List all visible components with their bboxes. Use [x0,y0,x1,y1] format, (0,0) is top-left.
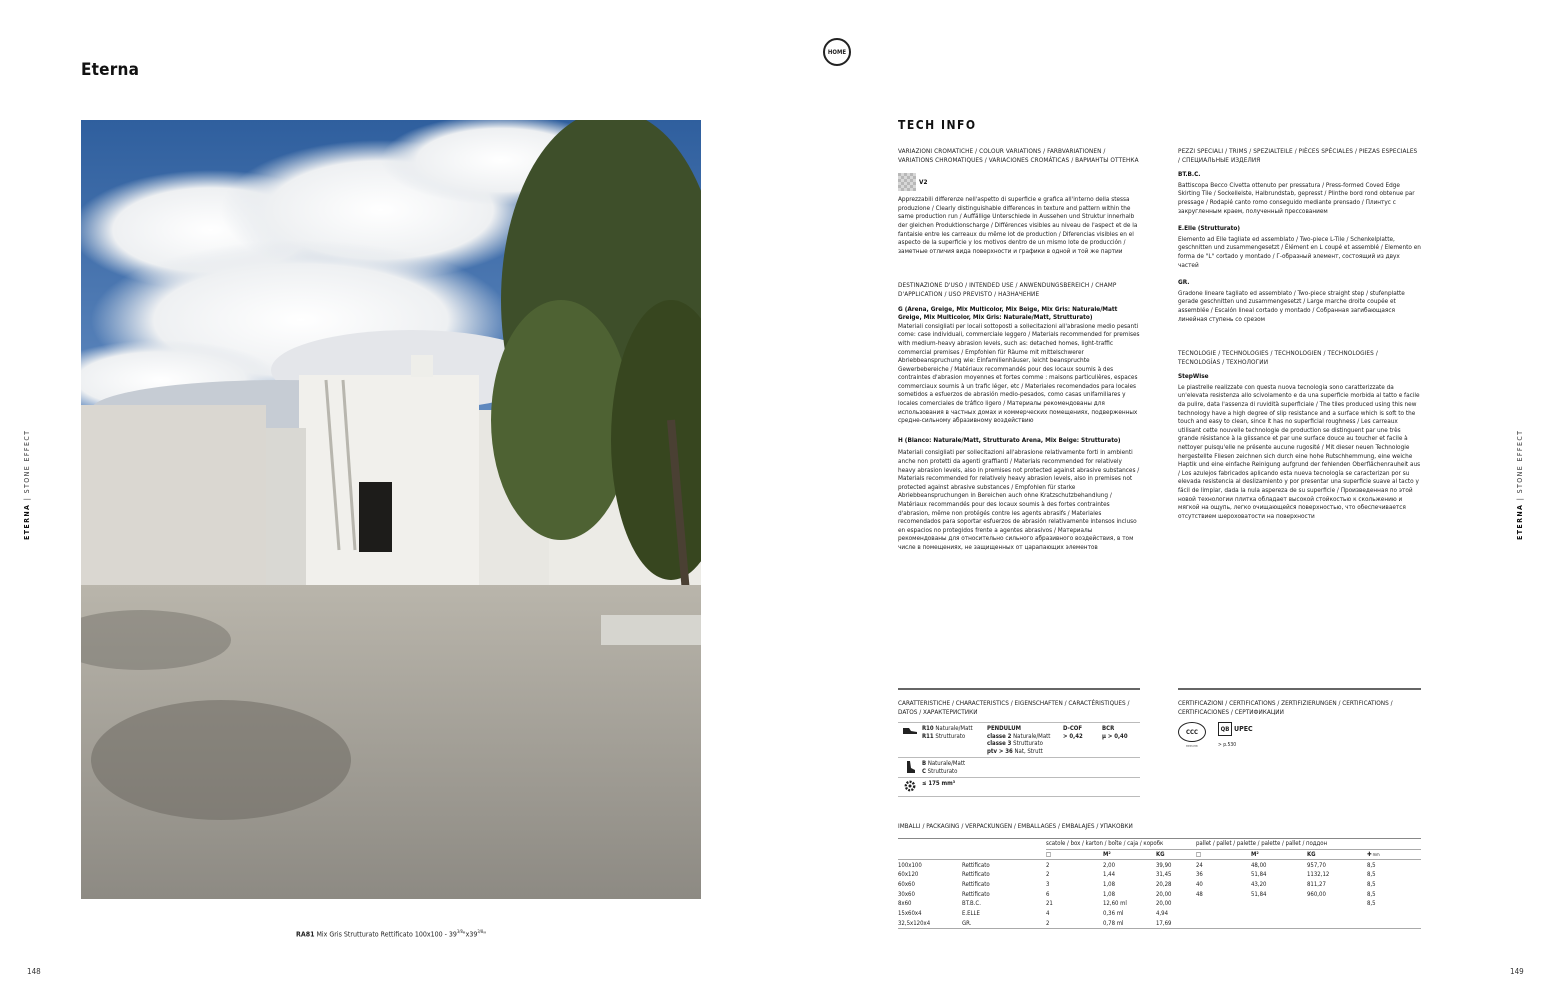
table-cell: 48 [1196,890,1203,898]
table-cell: 30x60 [898,890,915,898]
table-cell: Rettificato [962,861,990,869]
r10-text: Naturale/Matt [933,725,973,732]
ptv-label: ptv > 36 [987,747,1013,755]
bcr-label: BCR [1102,725,1115,732]
abrasion-value: ≤ 175 mm³ [922,780,956,787]
table-row [898,919,1421,929]
table-cell: 36 [1196,871,1203,879]
table-cell: 51,84 [1251,890,1267,898]
technology-text: Le piastrelle realizzate con questa nuova tecnologia sono caratterizzate da un'elevata resistenza allo scivolamento e da una superficie morbida al tatto e facile da pulire, data l'assenza di ruvidità superficiale / The tiles produced using this new technology have a high degree of slip resistance and a surface which is soft to the touch and easy to clean, since it has no superficial roughness / Les carreaux utilisant cette nouvelle technologie de production se distinguent par une très grande résistance à la glissance et par une surface douce au toucher et facile à nettoyer puisqu'elle ne présente aucune rugosité / Mit dieser neuen Technologie hergestellte Fliesen zeichnen sich durch eine hohe Rutschhemmung, eine weiche Haptik und eine einfache Reinigung aufgrund der fehlenden Oberflächenrauheit aus / Los azulejos fabricados aplicando esta nueva tecnología se caracterizan por su elevada resistencia al deslizamiento y por presentar una superficie suave al tacto y fácil de limpiar, dada la nula aspereza de su superficie / Произведенная по этой новой технологии плитка обладает высокой стойкостью к скольжению и мягкой на ощупь, легко очищающейся поверхностью, что обеспечивается отсутствием шероховатости на поверхности [1178,382,1421,520]
table-cell: 4 [1046,910,1050,918]
r10-label: R10 [922,725,934,732]
slip-row [898,722,1140,758]
variation-swatch-icon [898,173,916,191]
table-cell: 60x60 [898,881,915,889]
side-sep: | [1516,493,1524,504]
table-cell: 2,00 [1103,861,1116,869]
barefoot-values [922,760,965,775]
table-cell: 51,84 [1251,871,1267,879]
divider [1178,688,1421,690]
table-cell: 8,5 [1367,881,1376,889]
table-cell: 1,44 [1103,871,1116,879]
table-cell: BT.B.C. [962,900,981,908]
box-group-header: scatole / box / karton / boîte / caja / коробк [1046,839,1196,850]
tech-right-column [1178,147,1421,520]
use-class-g-text: Materiali consigliati per locali sottoposti a sollecitazioni all'abrasione medio pesanti come: case individuali, commerciale leggero / Materials recommended for premises with medium-heavy abrasion levels, such as: detached homes, light-traffic commercial premises / Empfohlen für Räume mit mittelschwerer Abriebbeanspruchung wie: Einfamilienhäuser, leicht beanspruchte Gewerbebereiche / Matériaux recommandés pour des locaux soumis à des contraintes d'abrasion moyennes et fortes comme : maisons particulières, espaces commerciaux soumis à un trafic léger, etc / Materiales recomendados para locales sometidos a esfuerzos de abrasión medio-pesados, como casas unifamiliares y locales comerciales de tráfico ligero / Материалы рекомендованы для использования в частных домах и коммерческих помещениях, подверженных средне-сильному абразивному воздействию [898,321,1140,425]
page-title: Eterna [81,60,140,80]
caption-end: " [483,930,487,939]
table-cell: Rettificato [962,890,990,898]
class3-label: classe 3 [987,740,1012,747]
ptv-text: Nat, Strutt [1012,747,1043,755]
table-cell: 4,94 [1156,910,1169,918]
table-cell: 8,5 [1367,900,1376,908]
side-sep: | [23,493,31,504]
dcof-values [1063,725,1102,755]
upec-logo [1218,722,1253,748]
table-cell: 31,45 [1156,871,1172,879]
table-cell: 8,5 [1367,890,1376,898]
table-cell: 2 [1046,919,1103,929]
page-number-right: 149 [1510,967,1524,976]
upec-ref: > p.530 [1218,742,1237,748]
page-number-left: 148 [27,967,41,976]
table-cell: 960,00 [1307,890,1326,898]
table-cell [1367,909,1421,919]
technologies-heading: TECNOLOGIE / TECHNOLOGIES / TECHNOLOGIEN / TECHNOLOGIES / TECNOLOGÍAS / ТЕХНОЛОГИИ [1178,349,1378,366]
table-cell [1307,899,1367,909]
class2-label: classe 2 [987,732,1012,740]
table-cell: 20,00 [1156,900,1172,908]
pendulum-label: PENDULUM [987,725,1022,732]
trim-text: Gradone lineare tagliato ed assemblato / Two-piece straight step / stufenplatte gerade geschnitten und zusammengesetzt / Large marche droite coupée et assemblée / Escalón lineal cortado y montado / Собранная загибающаяся линейная ступень со срезом [1178,288,1405,323]
dcof-value: > 0,42 [1063,732,1083,740]
r11-text: Strutturato [933,732,966,740]
ccc-logo [1178,722,1206,748]
packaging-rows [898,860,1421,929]
use-class-h-text: Materiali consigliati per sollecitazioni all'abrasione relativamente forti in ambienti anche non protetti da agenti graffianti / Materials recommended for relatively heavy abrasion levels, also in premises not protected against abrasive substances / Materials recommended for relatively heavy abrasion levels, also in premises not protected against abrasive substances / Empfohlen für starke Abriebbeanspruchungen in Bereichen auch ohne Kratzschutzbehandlung / Matériaux recommandés pour des locaux soumis à des fortes contraintes d'abrasion, même non protégés contre les agents abrasifs / Materiales recomendados para soportar esfuerzos de abrasión relativamente intensos incluso en espacios no protegidos frente a agentes abrasivos / Материалы рекомендованы для относительно сильного абразивного воздействия, в том числе в помещениях, не защищенных от царапающих элементов [898,448,1140,551]
characteristics-table [898,722,1140,797]
kg-header: KG [1156,849,1196,860]
table-cell: 3 [1046,881,1050,889]
b-text: Naturale/Matt [926,760,966,767]
table-cell: 60x120 [898,871,919,879]
table-row [898,860,1421,870]
table-cell [1251,909,1307,919]
pallet-m2-header: M² [1251,849,1307,860]
c-text: Strutturato [925,767,958,775]
table-cell: Rettificato [962,881,990,889]
trim-name: E.Elle (Strutturato) [1178,224,1240,233]
side-label-left [23,430,31,540]
side-label-right [1516,430,1524,540]
pieces-icon: □ [1046,849,1103,860]
table-cell: 39,90 [1156,861,1172,869]
divider [898,688,1140,690]
abrasion-values [922,780,955,794]
table-cell: 40 [1196,881,1203,889]
use-class-h-title: H (Bianco: Naturale/Matt, Strutturato Arena, Mix Beige: Strutturato) [898,435,1121,444]
table-cell: 0,78 ml [1103,919,1156,929]
caption-code: RA81 [296,930,315,939]
bcr-value: μ > 0,40 [1102,732,1128,740]
pallet-pieces-icon: □ [1196,849,1251,860]
table-cell [1251,899,1307,909]
shoe-icon [898,725,922,755]
table-cell: 1,08 [1103,890,1116,898]
table-cell: 0,36 ml [1103,910,1124,918]
trims-heading: PEZZI SPECIALI / TRIMS / SPEZIALTEILE / PIÈCES SPÉCIALES / PIEZAS ESPECIALES / СПЕЦИАЛЬНЫЕ ИЗДЕЛИЯ [1178,147,1418,164]
class3-text: Strutturato [1011,740,1043,747]
table-row [898,909,1421,919]
table-cell: 43,20 [1251,881,1267,889]
table-row [898,889,1421,899]
table-cell: GR. [962,919,1046,929]
barefoot-row [898,758,1140,778]
table-cell: 12,60 ml [1103,900,1127,908]
home-button[interactable]: HOME [823,38,851,66]
characteristics-heading: CARATTERISTICHE / CHARACTERISTICS / EIGENSCHAFTEN / CARACTÉRISTIQUES / DATOS / ХАРАКТЕРИСТИКИ [898,699,1130,716]
table-cell: 2 [1046,871,1050,879]
thickness-icon: ✚ [1367,851,1372,859]
side-series: STONE EFFECT [1516,429,1524,494]
bcr-values [1102,725,1140,755]
table-row [898,880,1421,890]
table-cell [1196,899,1251,909]
upec-label: UPEC [1234,725,1253,733]
qb-icon: QB [1218,722,1232,736]
table-cell [1251,919,1307,929]
gear-icon [898,780,922,794]
table-cell: 24 [1196,861,1203,869]
technology-name: StepWise [1178,372,1209,381]
tech-left-column [898,147,1140,552]
table-cell: 8,5 [1367,871,1376,879]
table-cell: 811,27 [1307,881,1326,889]
r11-label: R11 [922,732,934,740]
table-cell [1307,919,1367,929]
packaging-table [898,838,1421,929]
r-values [922,725,987,755]
trim-name: BT.B.C. [1178,170,1201,179]
thickness-unit: mm [1371,852,1380,858]
colour-variations-heading: VARIAZIONI CROMATICHE / COLOUR VARIATIONS / FARBVARIATIONEN / VARIATIONS CHROMATIQUES / VARIACIONES CROMÁTICAS / ВАРИАНТЫ ОТТЕНКА [898,147,1139,164]
trim-text: Elemento ad Elle tagliate ed assemblato / Two-piece L-Tile / Schenkelplatte, geschnitten und zusammengesetzt / Élément en L coupé et assemblé / Elemento en forma de "L" cortado y montado / Г-образный элемент, состоящий из двух частей [1178,234,1421,269]
table-cell [1196,909,1251,919]
pendulum-values [987,725,1063,755]
table-cell: 15x60x4 [898,910,922,918]
table-cell: 17,69 [1156,919,1196,929]
caption-sup-1: 3/8 [456,929,463,934]
use-class-g-title: G (Arena, Greige, Mix Multicolor, Mix Beige, Mix Gris: Naturale/Matt Greige, Mix Multicolor, Mix Gris: Naturale/Matt, Strutturato) [898,304,1118,322]
table-cell: E.ELLE [962,910,980,918]
ccc-icon: CCC [1178,722,1206,742]
trim-text: Battiscopa Becco Civetta ottenuto per pressatura / Press-formed Coved Edge Skirting Tile / Sockelleiste, Halbrundstab, gepresst / Plinthe bord rond obtenue par pressage / Rodapié canto romo conseguido mediante prensado / Плинтус с закругленным краем, полученный прессованием [1178,180,1415,215]
abrasion-row [898,778,1140,797]
table-cell: 6 [1046,890,1050,898]
table-cell: 1132,12 [1307,871,1330,879]
side-series: STONE EFFECT [23,429,31,494]
table-cell: 20,00 [1156,890,1172,898]
table-cell: 32,5x120x4 [898,919,962,929]
packaging-heading: IMBALLI / PACKAGING / VERPACKUNGEN / EMBALLAGES / EMBALAJES / УПАКОВКИ [898,822,1133,830]
table-row [898,899,1421,909]
table-cell [1196,919,1251,929]
table-cell: 21 [1046,900,1053,908]
colour-variations-text: Apprezzabili differenze nell'aspetto di superficie e grafica all'interno della stessa produzione / Clearly distinguishable differences in texture and pattern within the same production run / Auffällige Unterschiede in Aussehen und Struktur innerhalb der gleichen Produktionscharge / Différences visibles au niveau de l'aspect et de la fantaisie entre les carreaux du même lot de production / Diferencias visibles en el aspecto de la superficie y los motivos dentro de un mismo lote de producción / заметные отличия вида поверхности и графики в одной и той же партии [898,195,1138,255]
table-cell: 2 [1046,861,1050,869]
variation-grade-label: V2 [919,178,928,187]
thickness-header [1367,849,1421,860]
variation-grade [898,173,1140,191]
caption-x: "x39 [462,930,478,939]
product-photo [81,120,701,899]
table-cell: Rettificato [962,871,990,879]
caption-text: Mix Gris Strutturato Rettificato 100x100 - 39 [314,930,457,939]
photo-caption [296,929,486,938]
table-cell: 957,70 [1307,861,1326,869]
ccc-subtext: ĐĐĐ-ĐĐ [1186,744,1198,748]
side-brand: ETERNA [1516,503,1524,540]
tech-info-title: TECH INFO [898,118,977,132]
trim-name: GR. [1178,278,1190,287]
side-brand: ETERNA [23,503,31,540]
m2-header: M² [1103,849,1156,860]
table-cell: 48,00 [1251,861,1267,869]
table-cell: 100x100 [898,861,922,869]
table-cell: 20,28 [1156,881,1172,889]
b-label: B [922,760,927,767]
pallet-kg-header: KG [1307,849,1367,860]
table-cell [1307,909,1367,919]
table-cell: 8x60 [898,900,912,908]
caption-sup-2: 3/8 [477,929,484,934]
foot-icon [898,760,922,775]
pallet-group-header: pallet / pallet / palette / palette / pallet / поддон [1196,839,1421,850]
table-cell: 1,08 [1103,881,1116,889]
intended-use-heading: DESTINAZIONE D'USO / INTENDED USE / ANWENDUNGSBEREICH / CHAMP D'APPLICATION / USO PREVISTO / НАЗНАЧЕНИЕ [898,281,1117,298]
table-row [898,870,1421,880]
certification-logos [1178,722,1253,748]
table-cell [1367,919,1421,929]
c-label: C [922,767,926,775]
dcof-label: D-COF [1063,725,1083,732]
class2-text: Naturale/Matt [1011,732,1051,740]
table-cell: 8,5 [1367,861,1376,869]
certifications-heading: CERTIFICAZIONI / CERTIFICATIONS / ZERTIFIZIERUNGEN / CERTIFICATIONS / CERTIFICACIONES / СЕРТИФИКАЦИИ [1178,699,1393,716]
